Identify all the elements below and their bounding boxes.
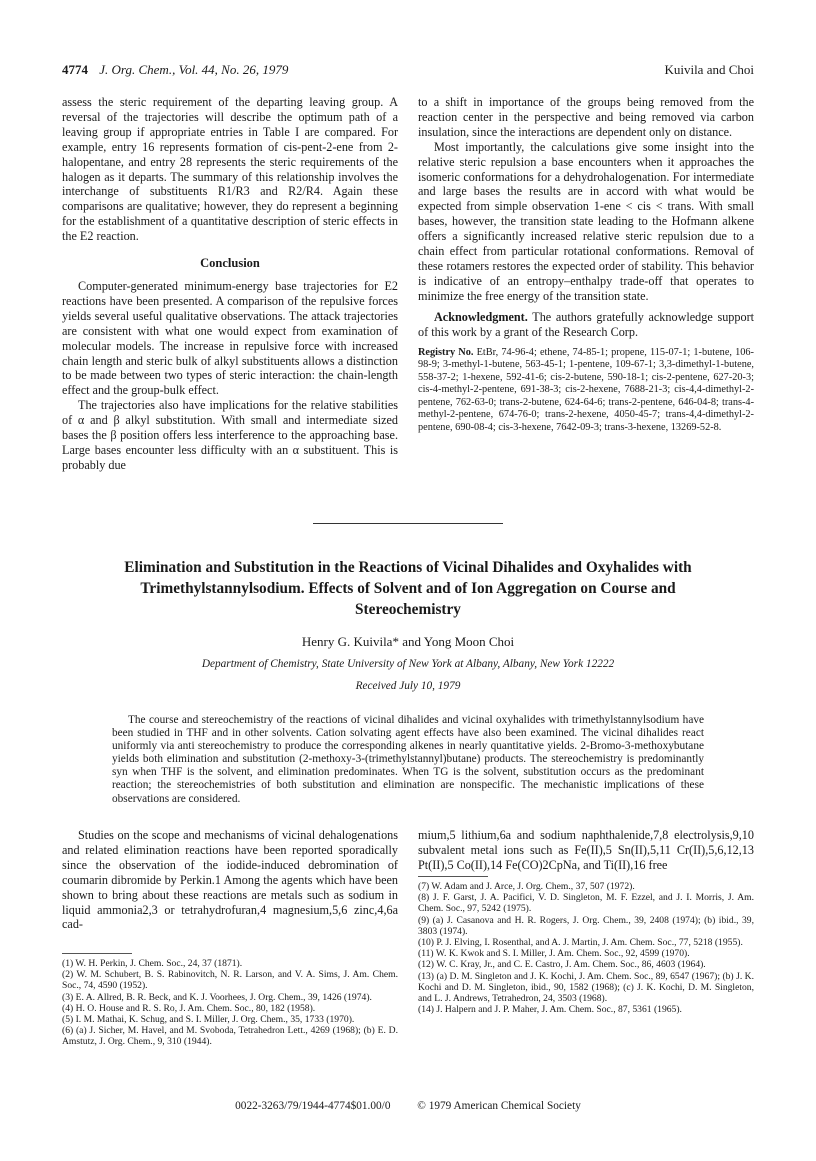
acknowledgment-heading: Acknowledgment. xyxy=(434,309,528,324)
footnote: (12) W. C. Kray, Jr., and C. E. Castro, J. Am. Chem. Soc., 86, 4603 (1964). xyxy=(418,959,706,971)
page-number: 4774 xyxy=(62,62,88,77)
footnote: (13) (a) D. M. Singleton and J. K. Kochi, J. Am. Chem. Soc., 89, 6547 (1967); (b) J. K. Kochi and D. M. Singleton, ibid., 90, 1582 (1968); (c) J. K. Kochi, D. M. Singleton, and L. J. Andrews, Tetrahedron, 24, 3503 (1968). xyxy=(418,970,754,1005)
article-affiliation: Department of Chemistry, State University of New York at Albany, Albany, New York 12222 xyxy=(201,658,615,670)
registry-heading: Registry No. xyxy=(418,346,474,358)
page-footer xyxy=(62,1100,754,1112)
acknowledgment-text: The authors gratefully acknowledge support of this work by a grant of the Research Corp. xyxy=(418,309,755,339)
footnote: (11) W. K. Kwok and S. I. Miller, J. Am. Chem. Soc., 92, 4599 (1970). xyxy=(418,948,690,960)
footnote: (3) E. A. Allred, B. R. Beck, and K. J. Voorhees, J. Org. Chem., 39, 1426 (1974). xyxy=(62,991,372,1003)
footnote: (7) W. Adam and J. Arce, J. Org. Chem., 37, 507 (1972). xyxy=(418,881,635,892)
footnote: (10) P. J. Elving, I. Rosenthal, and A. J. Martin, J. Am. Chem. Soc., 77, 5218 (1955). xyxy=(418,937,743,949)
prev-article-column-1 xyxy=(62,95,398,473)
paragraph: Computer-generated minimum-energy base trajectories for E2 reactions have been presented. A comparison of the repulsive forces yields several useful qualitative observations. The attack trajectories are consistent with what one would expect from examination of molecular models. The increase in repulsive force with increased chain length and steric bulk of alkyl substituents allows a distinction to be made between two types of steric interaction: the chain-length effect and the group-bulk effect. xyxy=(62,278,398,398)
article-code: 0022-3263/79/1944-4774$01.00/0 xyxy=(235,1100,391,1112)
paragraph: Most importantly, the calculations give some insight into the relative steric repulsion a base encounters when it approaches the isomeric conformations for a dehydrohalogenation. For intermediate and large bases the results are in accord with what would be expected from simple observation 1-ene < cis < trans. With small bases, however, the transition state leading to the Hofmann alkene offers a significantly increased relative steric repulsion due to a chain effect from particular rotational conformations. Removal of these rotamers restores the expected order of stability. This behavior is indicative of an entropy–enthalpy trade-off that operates to minimize the free energy of the transition state. xyxy=(418,139,754,303)
section-divider xyxy=(313,523,503,524)
footnote: (2) W. M. Schubert, B. S. Rabinovitch, N. R. Larson, and V. A. Sims, J. Am. Chem. Soc., 74, 4590 (1952). xyxy=(62,969,398,992)
registry-text: EtBr, 74-96-4; ethene, 74-85-1; propene, 115-07-1; 1-butene, 106-98-9; 3-methyl-1-butene, 563-45-1; 1-pentene, 109-67-1; 3,3-dimethyl-1-butene, 558-37-2; 1-hexene, 592-41-6; cis-2-butene, 590-18-1; cis-2-pentene, 627-20-3; cis-4-methyl-2-pentene, 691-38-3; cis-2-hexene, 7688-21-3; cis-4,4-dimethyl-2-pentene, 762-63-0; trans-2-butene, 624-64-6; trans-2-pentene, 646-04-8; trans-4-methyl-2-pentene, 674-76-0; trans-2-hexene, 4050-45-7; trans-4,4-dimethyl-2-pentene, 690-08-4; cis-3-hexene, 7642-09-3; trans-3-hexene, 13269-52-8. xyxy=(418,346,754,434)
footnotes-left xyxy=(62,958,398,1048)
article-authors: Henry G. Kuivila* and Yong Moon Choi xyxy=(301,634,515,649)
footnotes-right xyxy=(418,881,754,1015)
running-authors: Kuivila and Choi xyxy=(664,62,754,77)
footnote-rule xyxy=(418,876,488,877)
paragraph: mium,5 lithium,6a and sodium naphthalenide,7,8 electrolysis,9,10 subvalent metal ions such as Fe(II),5 Sn(II),5,11 Cr(II),5,6,12,13 Pt(II),5 Co(II),14 Fe(CO)2CpNa, and Ti(II),16 free xyxy=(418,828,754,872)
body-column-2 xyxy=(418,828,754,873)
footnote: (8) J. F. Garst, J. A. Pacifici, V. D. Singleton, M. F. Ezzel, and J. I. Morris, J. Am. Chem. Soc., 97, 5242 (1975). xyxy=(418,892,754,915)
conclusion-heading: Conclusion xyxy=(200,256,260,271)
footnote: (4) H. O. House and R. S. Ro, J. Am. Chem. Soc., 80, 182 (1958). xyxy=(62,1002,316,1014)
footnote: (9) (a) J. Casanova and H. R. Rogers, J. Org. Chem., 39, 2408 (1974); (b) ibid., 39, 3803 (1974). xyxy=(418,914,754,937)
footnote: (1) W. H. Perkin, J. Chem. Soc., 24, 37 (1871). xyxy=(62,958,243,969)
copyright: © 1979 American Chemical Society xyxy=(417,1100,581,1112)
page-header xyxy=(62,62,754,82)
paragraph: The trajectories also have implications for the relative stabilities of α and β alkyl substitution. With small and intermediate sized bases the β position offers less interference to the approaching base. Large bases encounter less difficulty with an α substituent. This is probably due xyxy=(62,398,398,472)
paragraph: to a shift in importance of the groups being removed from the reaction center in the perspective and being removed via carbon insulation, since the interactions are dependent only on distance. xyxy=(418,95,754,139)
paragraph: assess the steric requirement of the departing leaving group. A reversal of the trajectories will describe the optimum path of a leaving group if appropriate entries in Table I are compared. For example, entry 16 represents formation of cis-pent-2-ene from 2-halopentane, and entry 28 represents the steric requirements of the halogen as it departs. The summary of this relationship involves the interchange of substituents R1/R3 and R2/R4. Again these comparisons are qualitative; however, they do represent a beginning for the establishment of a quantitative description of steric effects in the E2 reaction. xyxy=(62,95,398,244)
journal-citation: J. Org. Chem., Vol. 44, No. 26, 1979 xyxy=(99,62,289,77)
header-left xyxy=(62,62,288,78)
article-title: Elimination and Substitution in the Reactions of Vicinal Dihalides and Oxyhalides with Trimethylstannylsodium. Effects of Solvent and of Ion Aggregation on Course and Stereochemistry xyxy=(124,559,692,618)
acknowledgment xyxy=(418,310,754,340)
footnote: (5) I. M. Mathai, K. Schug, and S. I. Miller, J. Org. Chem., 35, 1733 (1970). xyxy=(62,1014,355,1026)
body-column-1 xyxy=(62,828,398,932)
received-date: Received July 10, 1979 xyxy=(355,680,461,692)
footnote: (14) J. Halpern and J. P. Maher, J. Am. Chem. Soc., 87, 5361 (1965). xyxy=(418,1004,682,1016)
abstract: The course and stereochemistry of the reactions of vicinal dihalides and vicinal oxyhalides with trimethylstannylsodium have been studied in THF and in other solvents. Cation solvating agent effects have also been examined. The vicinal dihalides react uniformly via anti stereochemistry to produce the corresponding alkenes in nearly quantitative yields. 2-Bromo-3-methoxybutane yields both elimination and substitution (2-methoxy-3-(trimethylstannyl)butane) products. The stereochemistry is predominantly syn when THF is the solvent, and elimination predominates. When TG is the solvent, substitution occurs as the predominant reaction; the stereochemistries of both substitution and elimination are nonspecific. The mechanistic implications of these observations are considered. xyxy=(112,714,704,805)
footnote: (6) (a) J. Sicher, M. Havel, and M. Svoboda, Tetrahedron Lett., 4269 (1968); (b) E. D. Amstutz, J. Org. Chem., 9, 310 (1944). xyxy=(62,1025,398,1048)
prev-article-column-2 xyxy=(418,95,754,435)
registry-numbers xyxy=(418,347,754,435)
paragraph: Studies on the scope and mechanisms of vicinal dehalogenations and related elimination reactions have been reported sporadically since the observation of the iodide-induced debromination of coumarin dibromide by Perkin.1 Among the agents which have been shown to bring about these reactions are metals such as sodium in liquid ammonia2,3 or tetrahydrofuran,4 magnesium,5,6 zinc,4,6a cad- xyxy=(62,828,398,932)
footnote-rule xyxy=(62,953,132,954)
